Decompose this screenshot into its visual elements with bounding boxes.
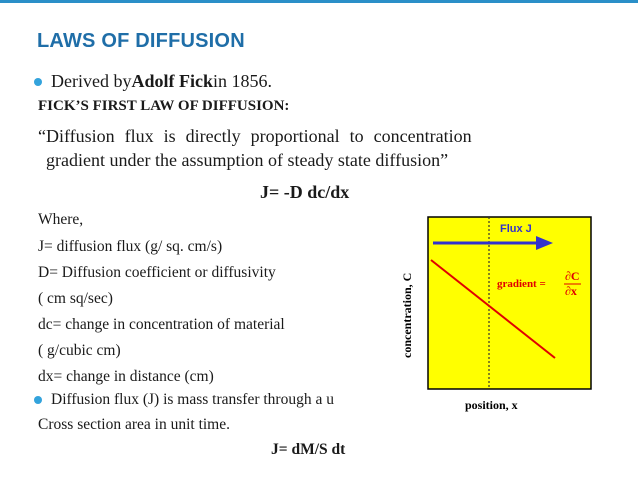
bullet-dot-icon — [34, 396, 42, 404]
definition-dc-units: ( g/cubic cm) — [38, 342, 121, 359]
bullet-derived-by — [34, 71, 272, 92]
bullet-flux-text: Diffusion flux (J) is mass transfer through a u — [51, 391, 334, 408]
gradient-numerator: ∂C — [565, 269, 580, 283]
flux-label: Flux J — [500, 223, 532, 235]
definition-dc: dc= change in concentration of material — [38, 316, 285, 333]
bullet-derived-prefix: Derived by — [51, 71, 132, 91]
bullet-derived-name: Adolf Fick — [131, 71, 213, 91]
y-axis-label: concentration, C — [400, 272, 414, 358]
flux-definition-continued: Cross section area in unit time. — [38, 416, 230, 433]
quote-line-2: gradient under the assumption of steady state diffusion” — [46, 150, 449, 170]
definition-dx: dx= change in distance (cm) — [38, 368, 214, 385]
gradient-denominator: ∂x — [565, 284, 577, 298]
quote-line-1: “Diffusion flux is directly proportional to concentration — [38, 126, 472, 146]
bullet-derived-suffix: in 1856. — [213, 71, 273, 91]
gradient-label: gradient = — [497, 278, 546, 290]
definition-diffusivity: D= Diffusion coefficient or diffusivity — [38, 264, 276, 281]
diffusion-figure-svg — [393, 215, 596, 425]
definition-where: Where, — [38, 211, 84, 228]
definition-flux: J= diffusion flux (g/ sq. cm/s) — [38, 238, 223, 255]
bullet-dot-icon — [34, 78, 42, 86]
diffusion-figure — [393, 215, 596, 425]
formula-fick: J= -D dc/dx — [260, 182, 350, 202]
definition-diffusivity-units: ( cm sq/sec) — [38, 290, 113, 307]
section-heading: FICK’S FIRST LAW OF DIFFUSION: — [38, 98, 290, 114]
formula-flux: J= dM/S dt — [271, 441, 346, 458]
x-axis-label: position, x — [465, 398, 518, 412]
slide-title: LAWS OF DIFFUSION — [37, 30, 245, 52]
bullet-flux-definition — [34, 391, 334, 409]
top-rule — [0, 0, 638, 3]
